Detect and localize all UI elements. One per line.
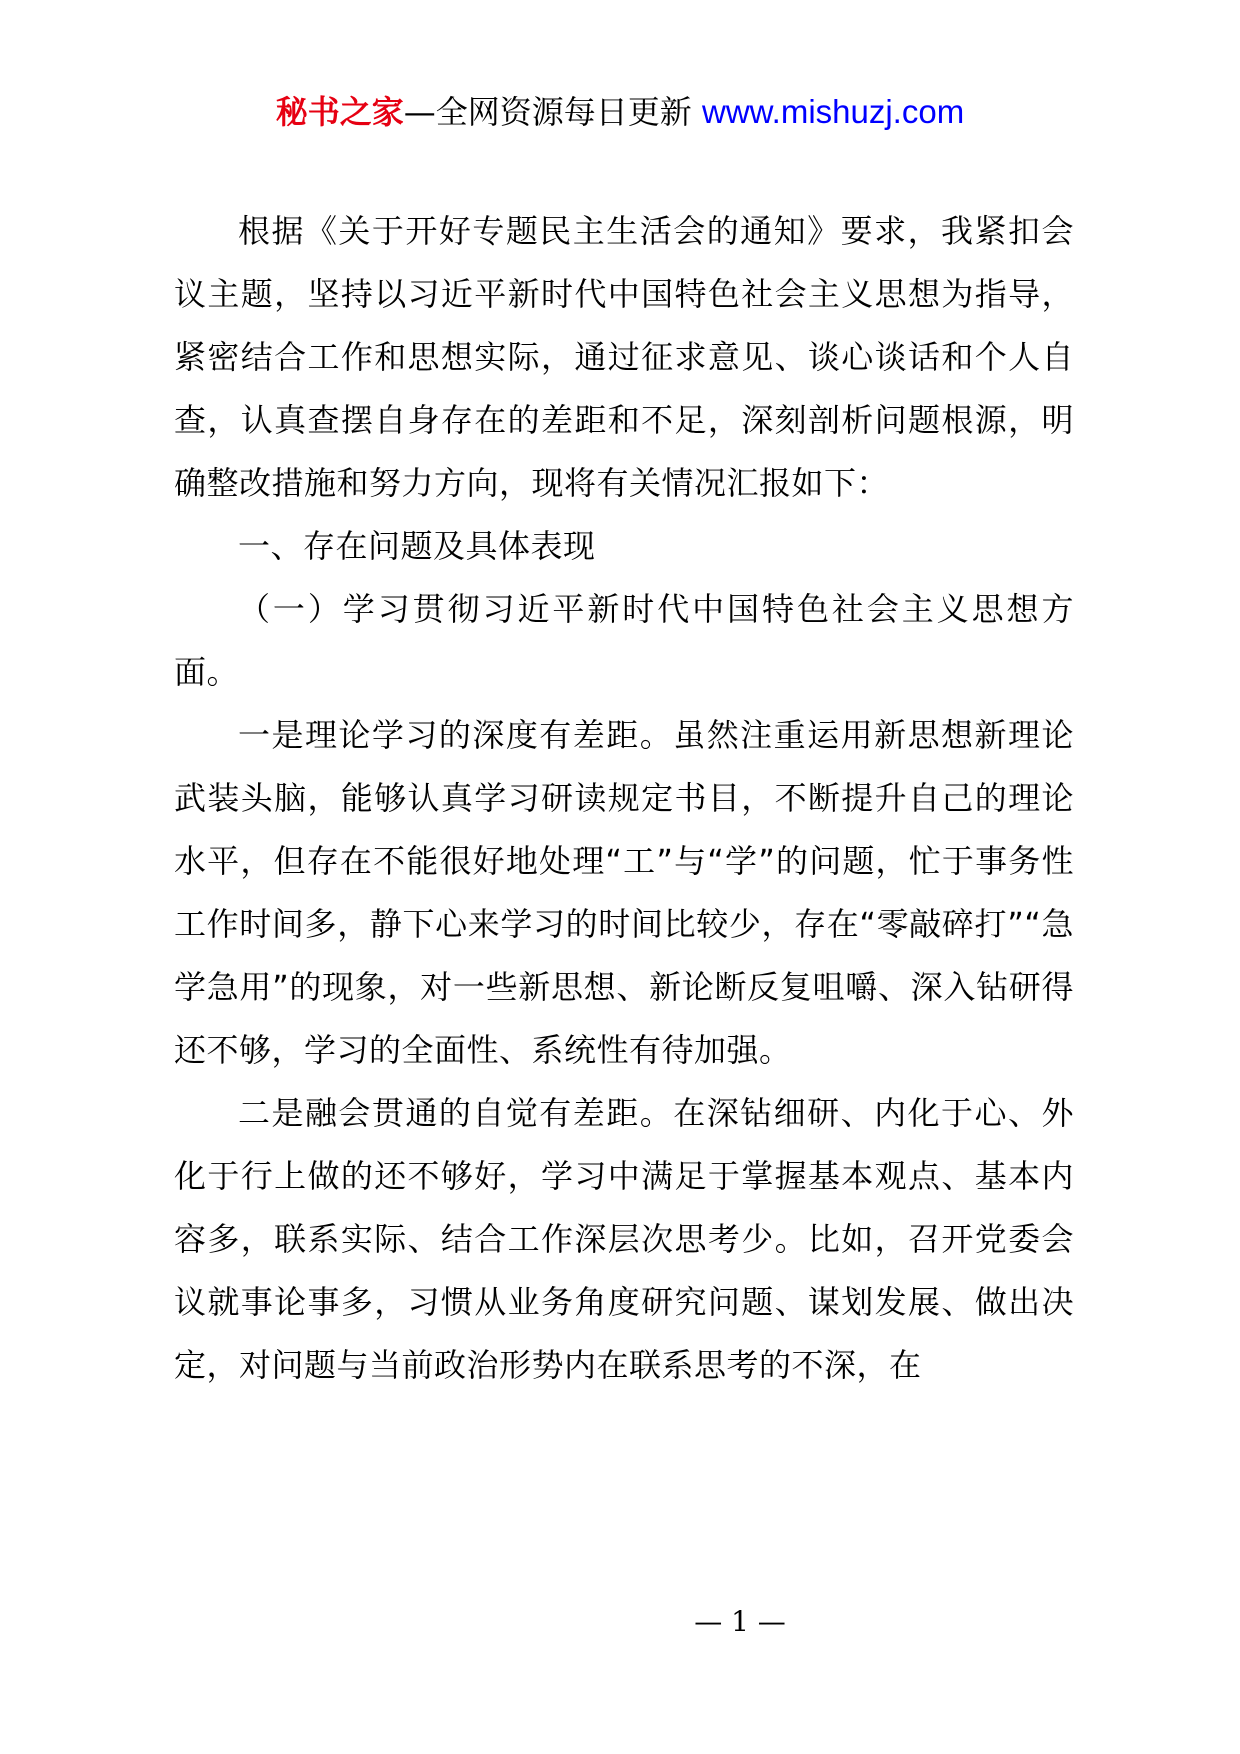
paragraph-point-two: 二是融会贯通的自觉有差距。在深钻细研、内化于心、外化于行上做的还不够好，学习中满足于掌握基本观点、基本内容多，联系实际、结合工作深层次思考少。比如，召开党委会议就事论事多，习惯从业务角度研究问题、谋划发展、做出决定，对问题与当前政治形势内在联系思考的不深，在 (174, 1094, 1074, 1384)
site-url-link[interactable]: www.mishuzj.com (701, 93, 965, 130)
site-brand: 秘书之家 (275, 93, 404, 131)
site-tagline: —全网资源每日更新 (403, 93, 702, 131)
page-number: — 1 — (694, 1605, 786, 1638)
subsection-heading: （一）学习贯彻习近平新时代中国特色社会主义思想方面。 (174, 590, 1074, 691)
site-header (0, 90, 1240, 134)
paragraph-point-one: 一是理论学习的深度有差距。虽然注重运用新思想新理论武装头脑，能够认真学习研读规定书目，不断提升自己的理论水平，但存在不能很好地处理“工”与“学”的问题，忙于事务性工作时间多，静下心来学习的时间比较少，存在“零敲碎打”“急学急用”的现象，对一些新思想、新论断反复咀嚼、深入钻研得还不够，学习的全面性、系统性有待加强。 (174, 716, 1074, 1069)
section-heading: 一、存在问题及具体表现 (238, 527, 596, 565)
paragraph-intro: 根据《关于开好专题民主生活会的通知》要求，我紧扣会议主题，坚持以习近平新时代中国特色社会主义思想为指导，紧密结合工作和思想实际，通过征求意见、谈心谈话和个人自查，认真查摆自身存在的差距和不足，深刻剖析问题根源，明确整改措施和努力方向，现将有关情况汇报如下： (174, 212, 1074, 502)
document-body (174, 200, 1074, 1397)
